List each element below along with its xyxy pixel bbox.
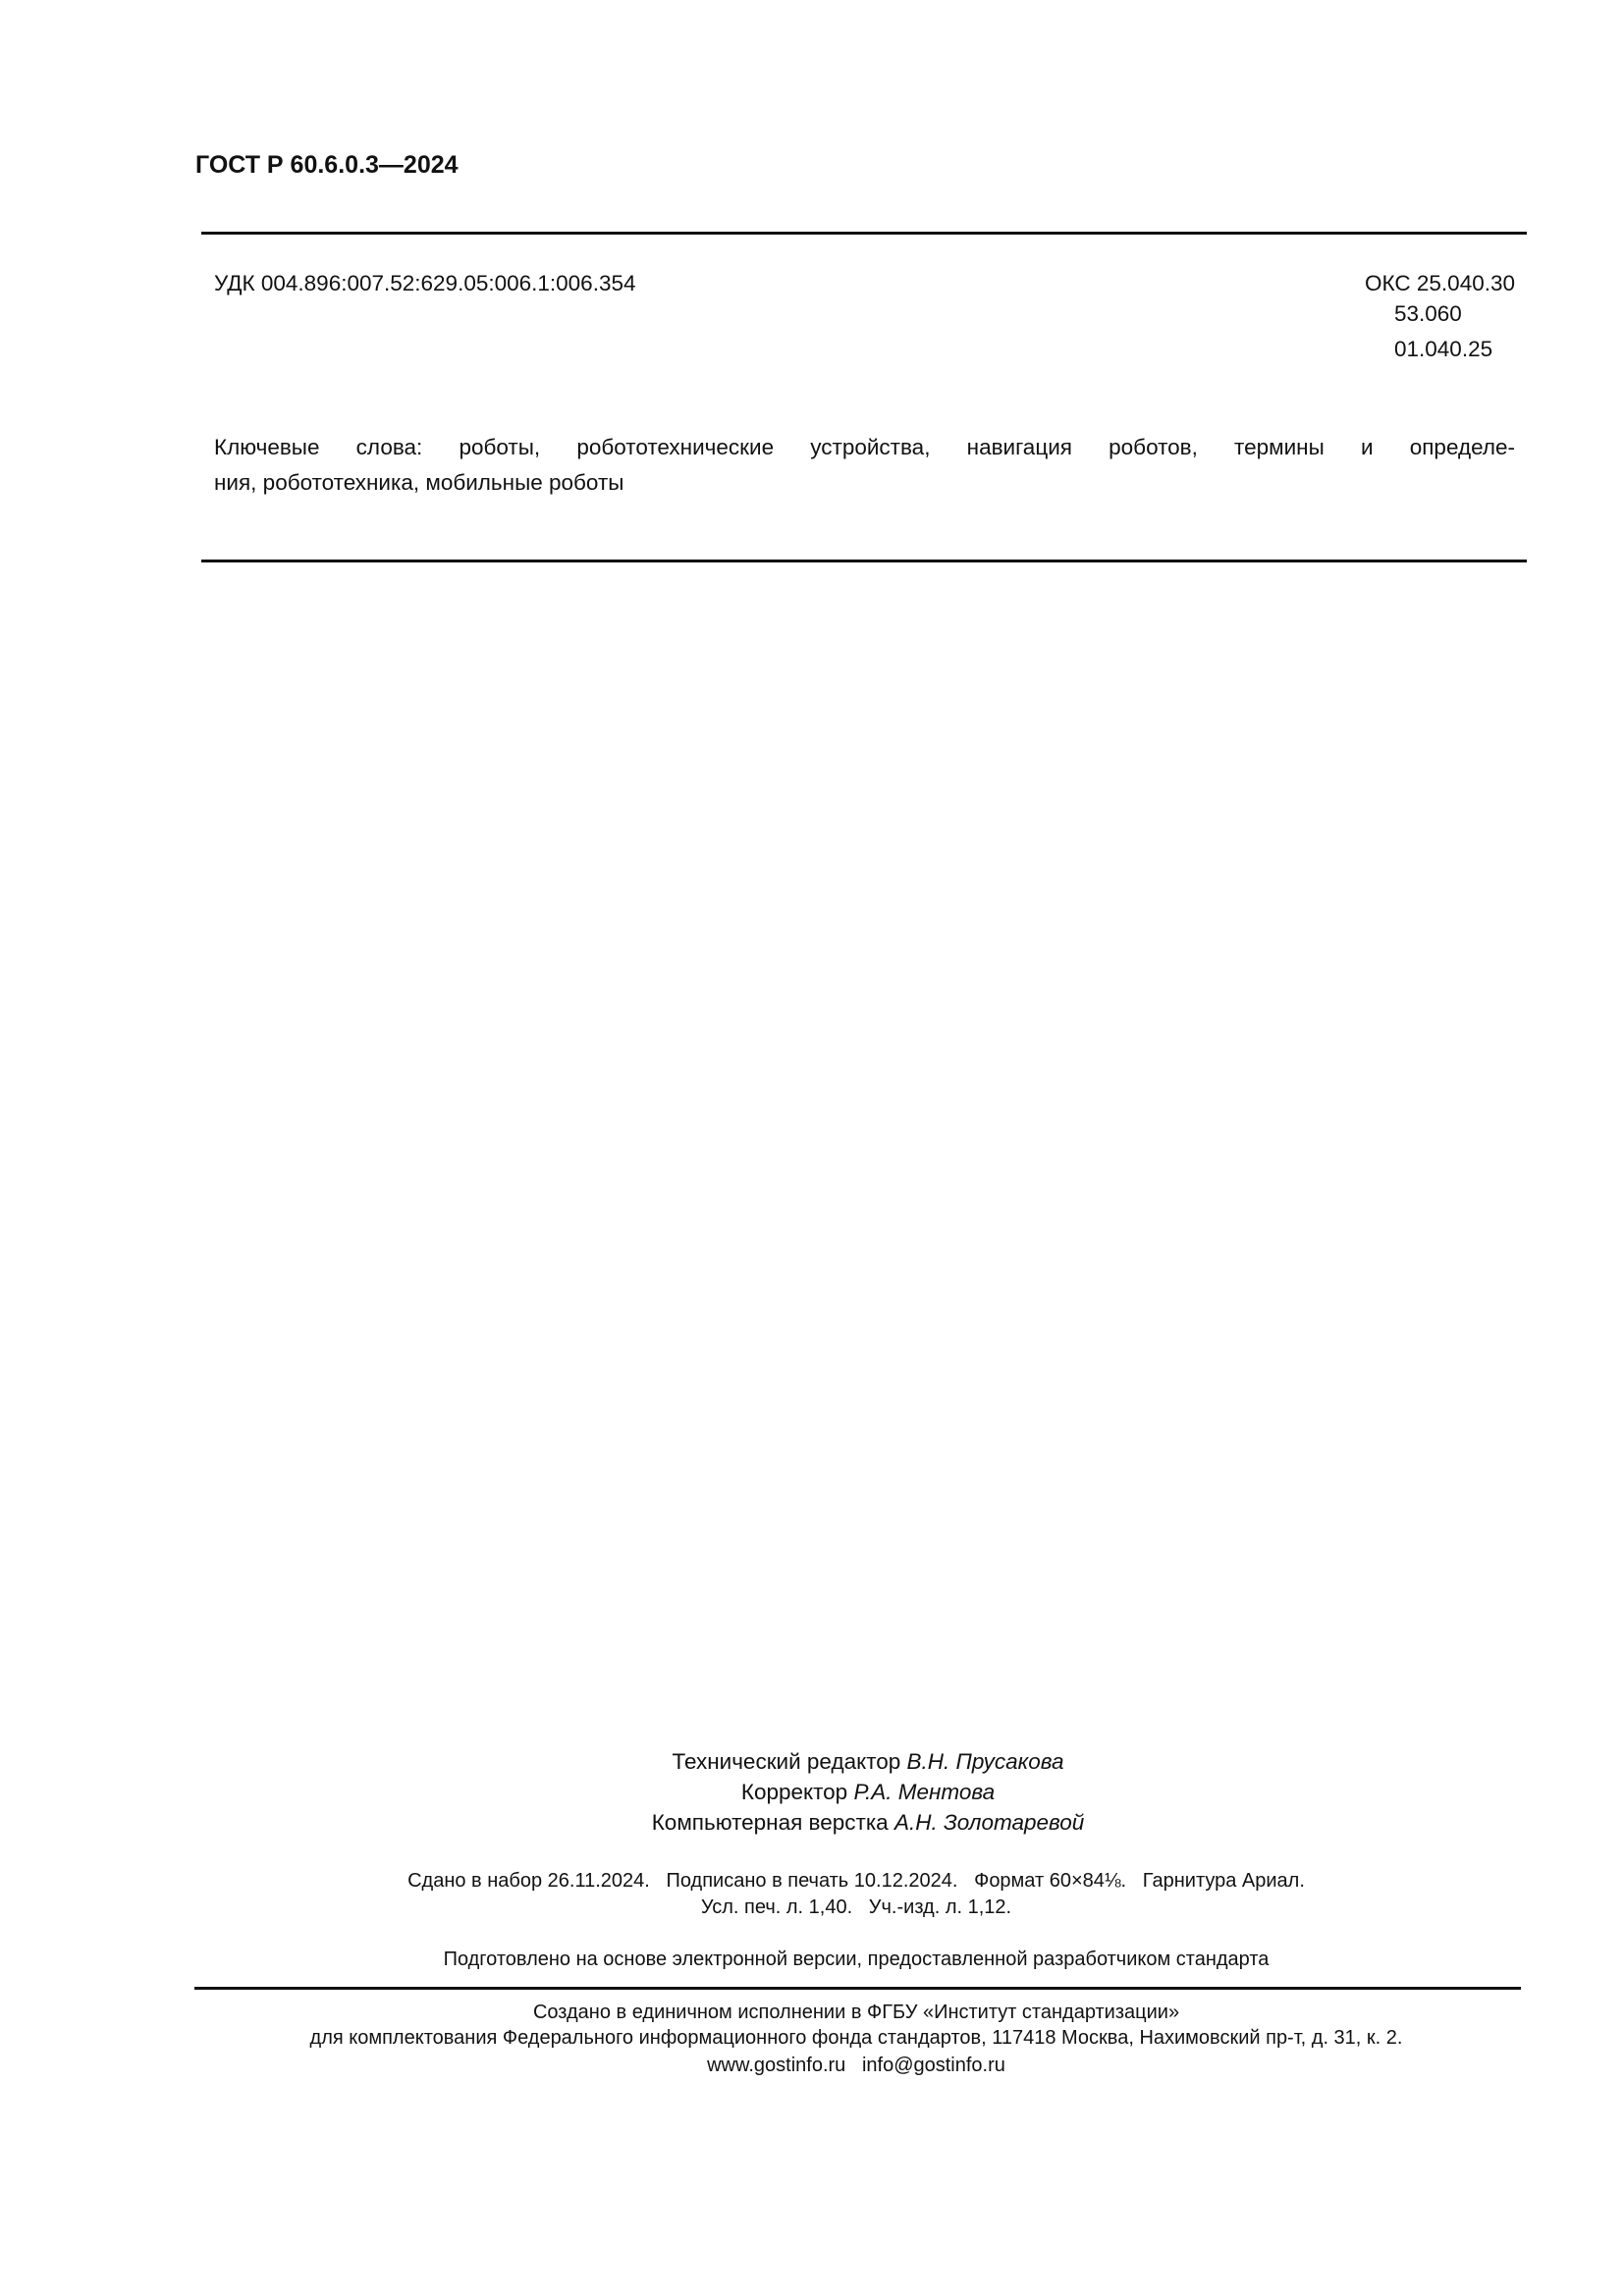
email-link[interactable]: info@gostinfo.ru xyxy=(861,2055,1005,2076)
corrector xyxy=(741,1782,995,1804)
footer-line-1: Создано в единичном исполнении в ФГБУ «Институт стандартизации» xyxy=(532,2002,1180,2023)
oks-code: ОКС 25.040.30 xyxy=(1365,271,1515,295)
tech-editor-name: В.Н. Прусакова xyxy=(906,1749,1064,1774)
keywords-line-2: ния, робототехника, мобильные роботы xyxy=(214,470,624,495)
standard-code: ГОСТ Р 60.6.0.3—2024 xyxy=(195,151,459,179)
tech-editor xyxy=(672,1751,1063,1774)
oks-code-2: 53.060 xyxy=(1394,301,1462,326)
footer-line-2: для комплектования Федерального информационного фонда стандартов, 117418 Москва, Нахимовский пр-т, д. 31, к. 2. xyxy=(309,2027,1403,2049)
tech-editor-role: Технический редактор xyxy=(672,1749,901,1774)
layout-name: А.Н. Золотаревой xyxy=(893,1810,1085,1835)
keywords-divider xyxy=(201,560,1527,562)
imprint-line-2: Усл. печ. л. 1,40. Уч.-изд. л. 1,12. xyxy=(700,1896,1012,1918)
layout-editor xyxy=(652,1812,1085,1835)
top-divider xyxy=(201,232,1527,235)
footer-divider xyxy=(194,1987,1521,1990)
oks-code-3: 01.040.25 xyxy=(1394,337,1493,361)
keywords-line-1: Ключевые слова: роботы, робототехнические устройства, навигация роботов, термины и определе- xyxy=(214,435,1515,459)
corrector-role: Корректор xyxy=(740,1780,848,1804)
keywords xyxy=(214,430,1515,501)
footer-contacts xyxy=(707,2056,1005,2075)
imprint-line-1: Сдано в набор 26.11.2024. Подписано в печать 10.12.2024. Формат 60×84⅛. Гарнитура Ариал. xyxy=(407,1870,1305,1892)
layout-role: Компьютерная верстка xyxy=(651,1810,889,1835)
website-link[interactable]: www.gostinfo.ru xyxy=(707,2055,846,2076)
udk-code: УДК 004.896:007.52:629.05:006.1:006.354 xyxy=(214,271,636,295)
corrector-name: Р.А. Ментова xyxy=(853,1780,996,1804)
prepared-note: Подготовлено на основе электронной версии, предоставленной разработчиком стандарта xyxy=(443,1949,1270,1970)
